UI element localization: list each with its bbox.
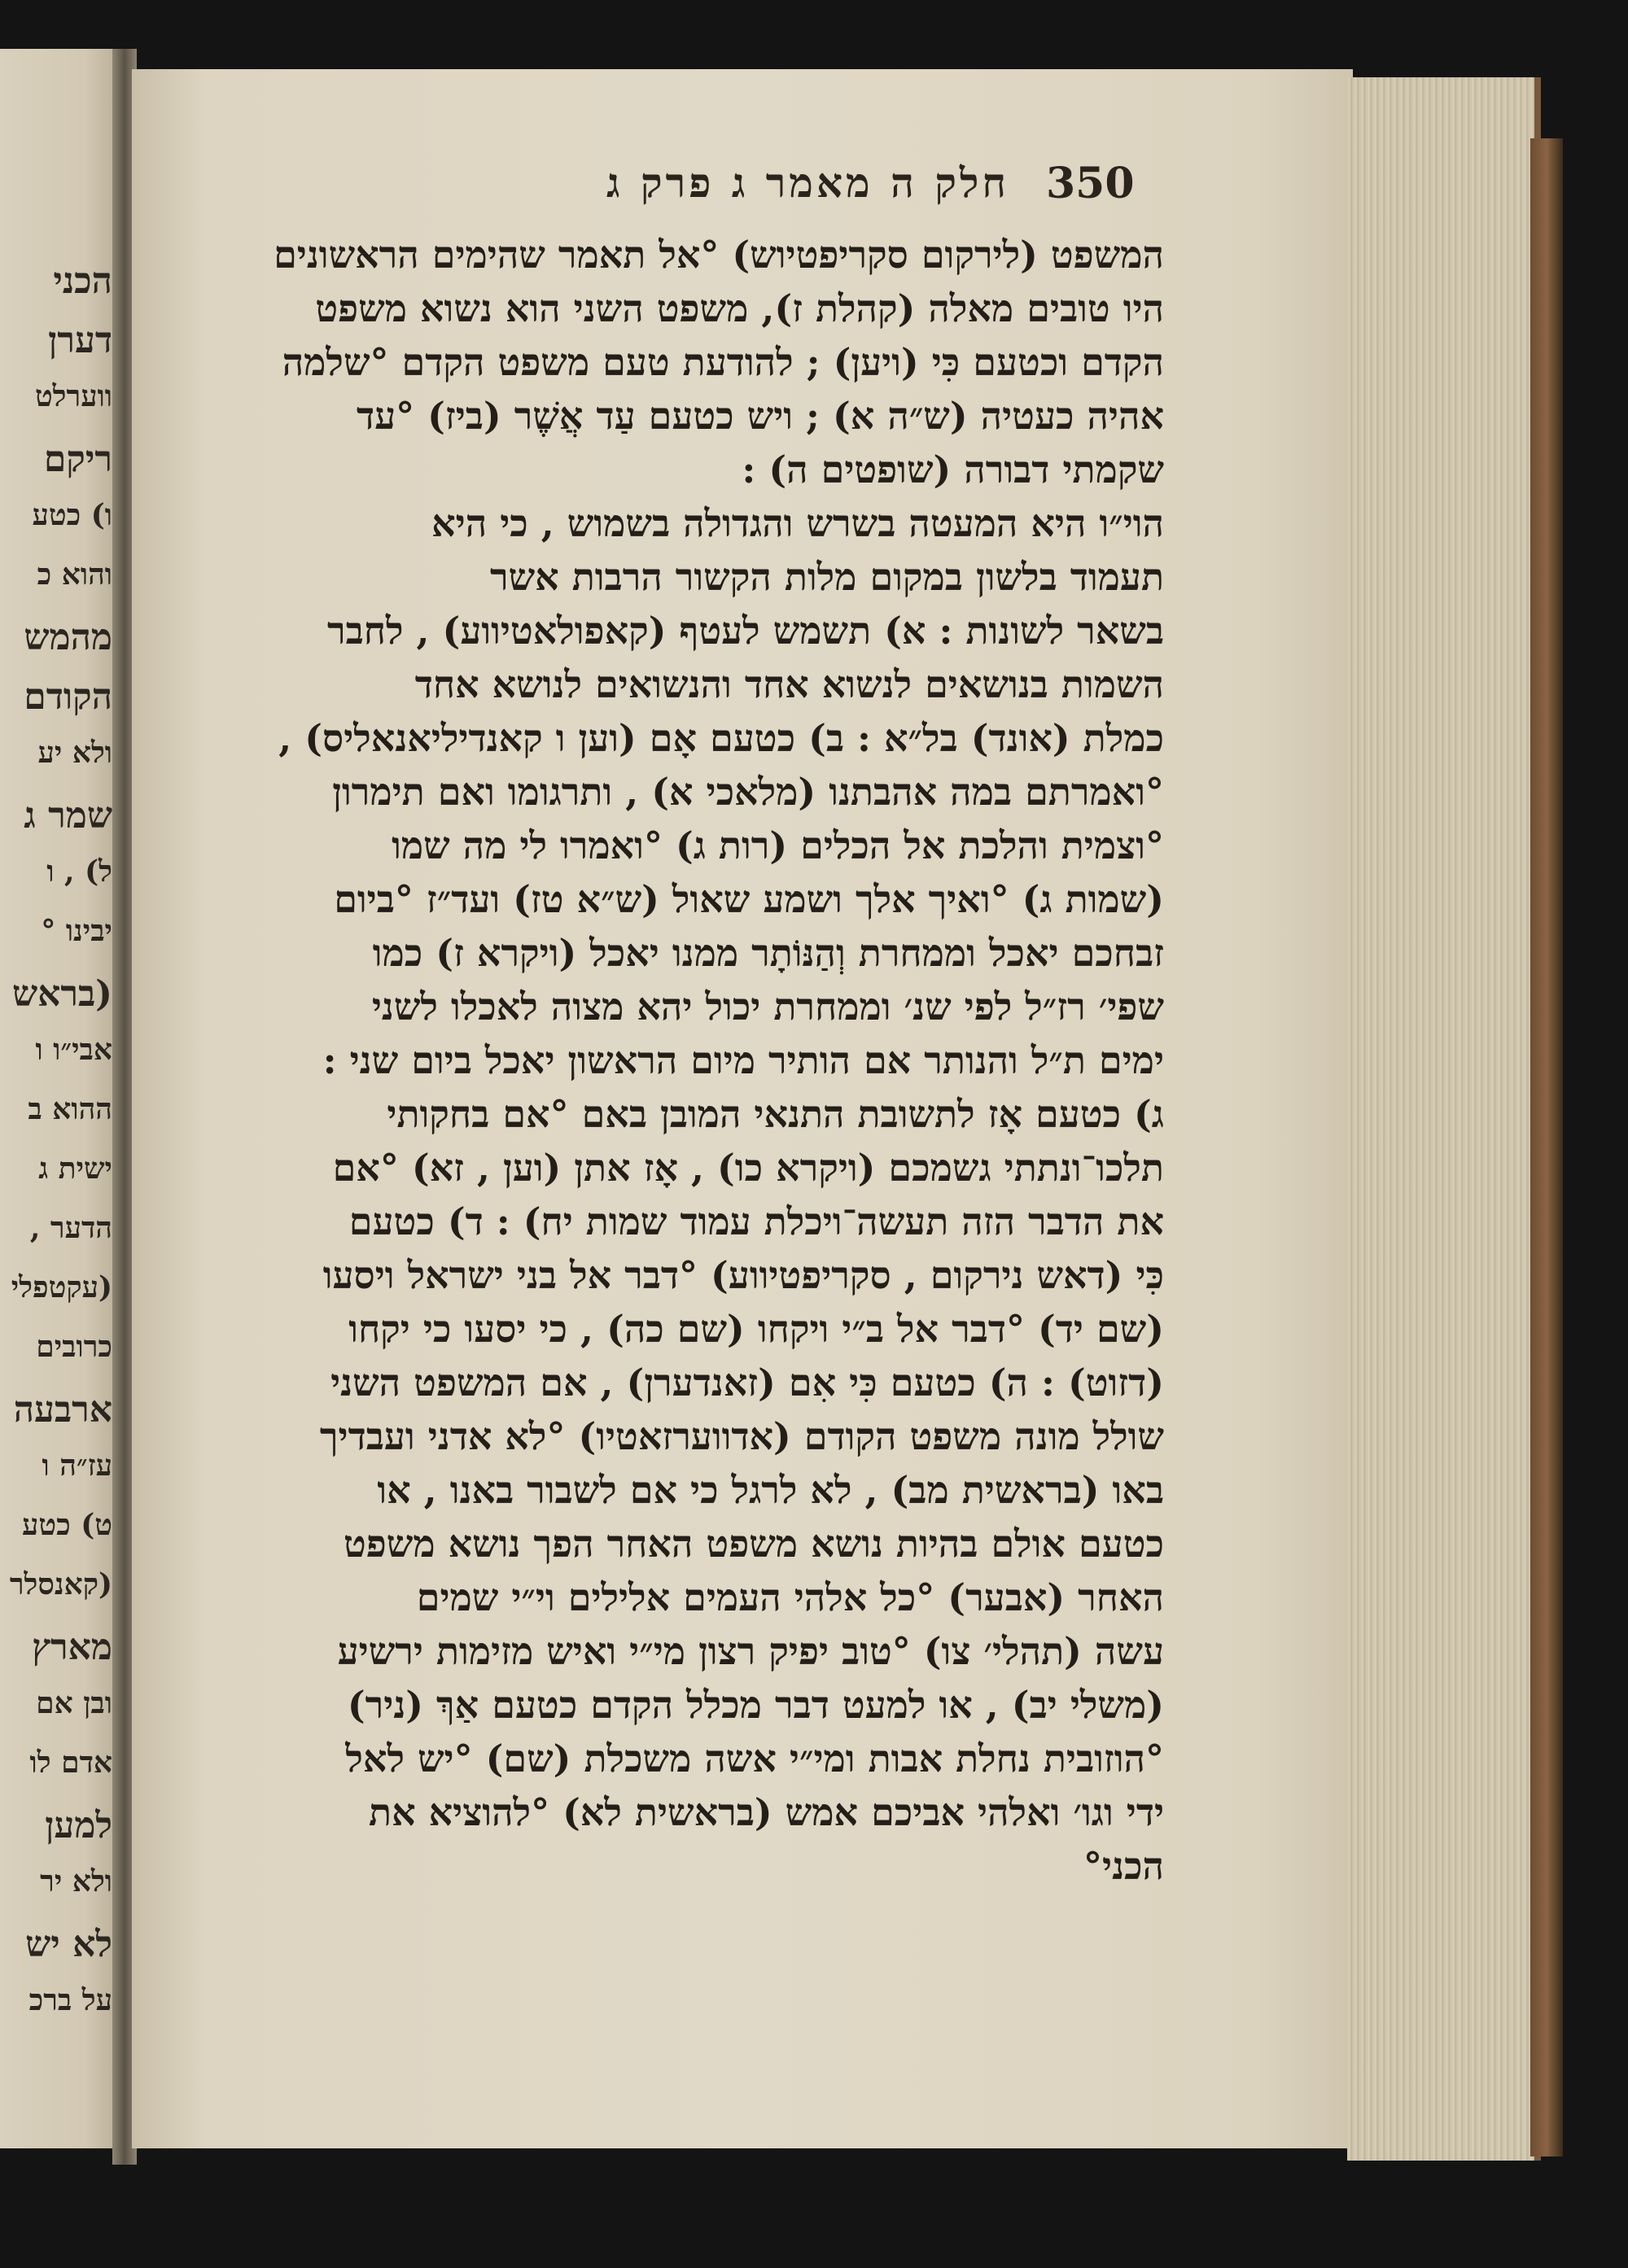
left-page-fragment-line: דערן xyxy=(48,320,112,361)
text-line: ידי וגו׳ ואלהי אביכם אמש (בראשית לא) °להוציא את xyxy=(369,1790,1164,1834)
text-line: (שמות ג) °ואיך אלך ושמע שאול (ש״א טז) ועד״ז °ביום xyxy=(334,877,1164,921)
left-page-fragment-line: יבינו ° xyxy=(41,914,112,948)
left-page-fragment-line: (קאנסלר xyxy=(9,1567,112,1602)
page-header xyxy=(350,159,1164,216)
text-line: באו (בראשית מב) , לא לרגל כי אם לשבור באנו , או xyxy=(377,1468,1164,1512)
left-page-fragment-line: הכני xyxy=(53,260,112,302)
text-line: היו טובים מאלה (קהלת ז), משפט השני הוא נשוא משפט xyxy=(315,286,1164,330)
text-line: כטעם אולם בהיות נושא משפט האחר הפך נושא משפט xyxy=(343,1522,1164,1566)
text-line: בשאר לשונות : א) תשמש לעטף (קאפולאטיווע) , לחבר xyxy=(327,609,1164,653)
text-line: הקדם וכטעם כִּי (ויען) ; להודעת טעם משפט הקדם °שלמה xyxy=(282,340,1164,384)
text-line: תלכו־ונתתי גשמכם (ויקרא כו) , אָז אתן (וען , זא) °אם xyxy=(332,1146,1164,1190)
body-text xyxy=(183,228,1164,1893)
left-page-fragment-line: ישית ג xyxy=(38,1151,112,1186)
text-line: °הוזובית נחלת אבות ומי״י אשה משכלת (שם) °יש לאל xyxy=(345,1737,1164,1781)
text-line: זבחכם יאכל וממחרת וְהַנּוֹתָר ממנו יאכל (ויקרא ז) כמו xyxy=(372,931,1164,975)
text-line: °ואמרתם במה אהבתנו (מלאכי א) , ותרגומו ואם תימרון xyxy=(332,770,1164,814)
text-line: שולל מונה משפט הקודם (אדווערזאטיו) °לא אדני ועבדיך xyxy=(319,1414,1164,1458)
left-page-fragment-line: הקודם xyxy=(24,676,112,718)
left-page-fragment-line: ולא יע xyxy=(37,736,112,770)
text-line: את הדבר הזה תעשה־ויכלת עמוד שמות יח) : ד) כטעם xyxy=(348,1200,1164,1243)
text-line: כִּי (דאש נירקום , סקריפטיווע) °דבר אל בני ישראל ויסעו xyxy=(322,1253,1164,1297)
left-page-fragment-line: ובן אם xyxy=(36,1686,112,1720)
text-line: (דזוט) : ה) כטעם כִּי אִם (זאנדערן) , אם המשפט השני xyxy=(330,1361,1164,1405)
text-line: המשפט (לירקום סקריפטיוש) °אל תאמר שהימים הראשונים xyxy=(274,233,1164,277)
running-head: חלק ה מאמר ג פרק ג xyxy=(606,159,1009,207)
left-page-fragment xyxy=(0,49,122,2148)
text-line: האחר (אבער) °כל אלהי העמים אלילים וי״י שמים xyxy=(416,1575,1164,1619)
page-edges xyxy=(1347,77,1541,2161)
left-page-fragment-line: שמר ג xyxy=(24,795,112,837)
text-line: אהיה כעטיה (ש״ה א) ; ויש כטעם עַד אֲשֶׁר (ביז) °עד xyxy=(356,394,1164,438)
left-page-fragment-line: מהמש xyxy=(24,617,112,658)
left-page-fragment-line: עז״ה ו xyxy=(42,1449,112,1483)
left-page-fragment-line: (עקטפלי xyxy=(11,1270,112,1304)
left-page-fragment-line: ט) כטע xyxy=(21,1508,112,1542)
left-page-fragment-line: ל) , ו xyxy=(46,854,112,889)
text-line: השמות בנושאים לנשוא אחד והנשואים לנושא אחד xyxy=(414,662,1164,706)
left-page-fragment-line: ארבעה xyxy=(13,1389,112,1431)
text-line: ג) כטעם אָז לתשובת התנאי המובן באם °אם בחקותי xyxy=(387,1092,1164,1136)
left-page-fragment-line: על ברכ xyxy=(28,1983,112,2017)
left-page-fragment-line: אבי״ו ו xyxy=(35,1033,112,1067)
page-number: 350 xyxy=(1046,159,1135,208)
left-page-fragment-line: ריקם xyxy=(43,439,112,480)
left-page-fragment-line: (בראש xyxy=(11,973,112,1015)
left-page-fragment-line: לא יש xyxy=(25,1924,112,1965)
text-line: תעמוד בלשון במקום מלות הקשור הרבות אשר xyxy=(490,555,1164,599)
left-page-fragment-line: והוא כ xyxy=(37,557,112,592)
text-line: (שם יד) °דבר אל ב״י ויקחו (שם כה) , כי יסעו כי יקחו xyxy=(348,1307,1164,1351)
left-page-fragment-line: הדער , xyxy=(29,1211,112,1245)
text-line: כמלת (אונד) בל״א : ב) כטעם אָם (וען ו קאנדיליאנאליס) , xyxy=(278,716,1164,760)
left-page-fragment-line: ולא יר xyxy=(40,1864,112,1899)
left-page-fragment-line: ההוא ב xyxy=(28,1092,112,1126)
text-line: הכני° xyxy=(1083,1844,1164,1888)
book-cover-edge xyxy=(1530,138,1563,2157)
text-line: הוי״ו היא המעטה בשרש והגדולה בשמוש , כי היא xyxy=(431,501,1164,545)
left-page-fragment-line: למען xyxy=(45,1805,112,1846)
text-line: (משלי יב) , או למעט דבר מכלל הקדם כטעם אַךְ (ניר) xyxy=(347,1683,1164,1727)
left-page-fragment-line: מארץ xyxy=(32,1627,112,1668)
left-page-fragment-line: ו) כטע xyxy=(32,498,112,532)
text-line: שפי׳ רז״ל לפי שנ׳ וממחרת יכול יהא מצוה לאכלו לשני xyxy=(371,985,1164,1029)
text-line: °וצמית והלכת אל הכלים (רות ג) °ואמרו לי מה שמו xyxy=(392,824,1164,867)
left-page-fragment-line: כרובים xyxy=(36,1330,112,1364)
text-line: ימים ת״ל והנותר אם הותיר מיום הראשון יאכל ביום שני : xyxy=(322,1038,1164,1082)
left-page-fragment-line: אדם לו xyxy=(29,1746,112,1780)
text-line: עשה (תהלי׳ צו) °טוב יפיק רצון מי״י ואיש מזימות ירשיע xyxy=(337,1629,1164,1673)
text-line: שקמתי דבורה (שופטים ה) : xyxy=(742,448,1164,492)
left-page-fragment-line: ווערלט xyxy=(34,379,112,413)
